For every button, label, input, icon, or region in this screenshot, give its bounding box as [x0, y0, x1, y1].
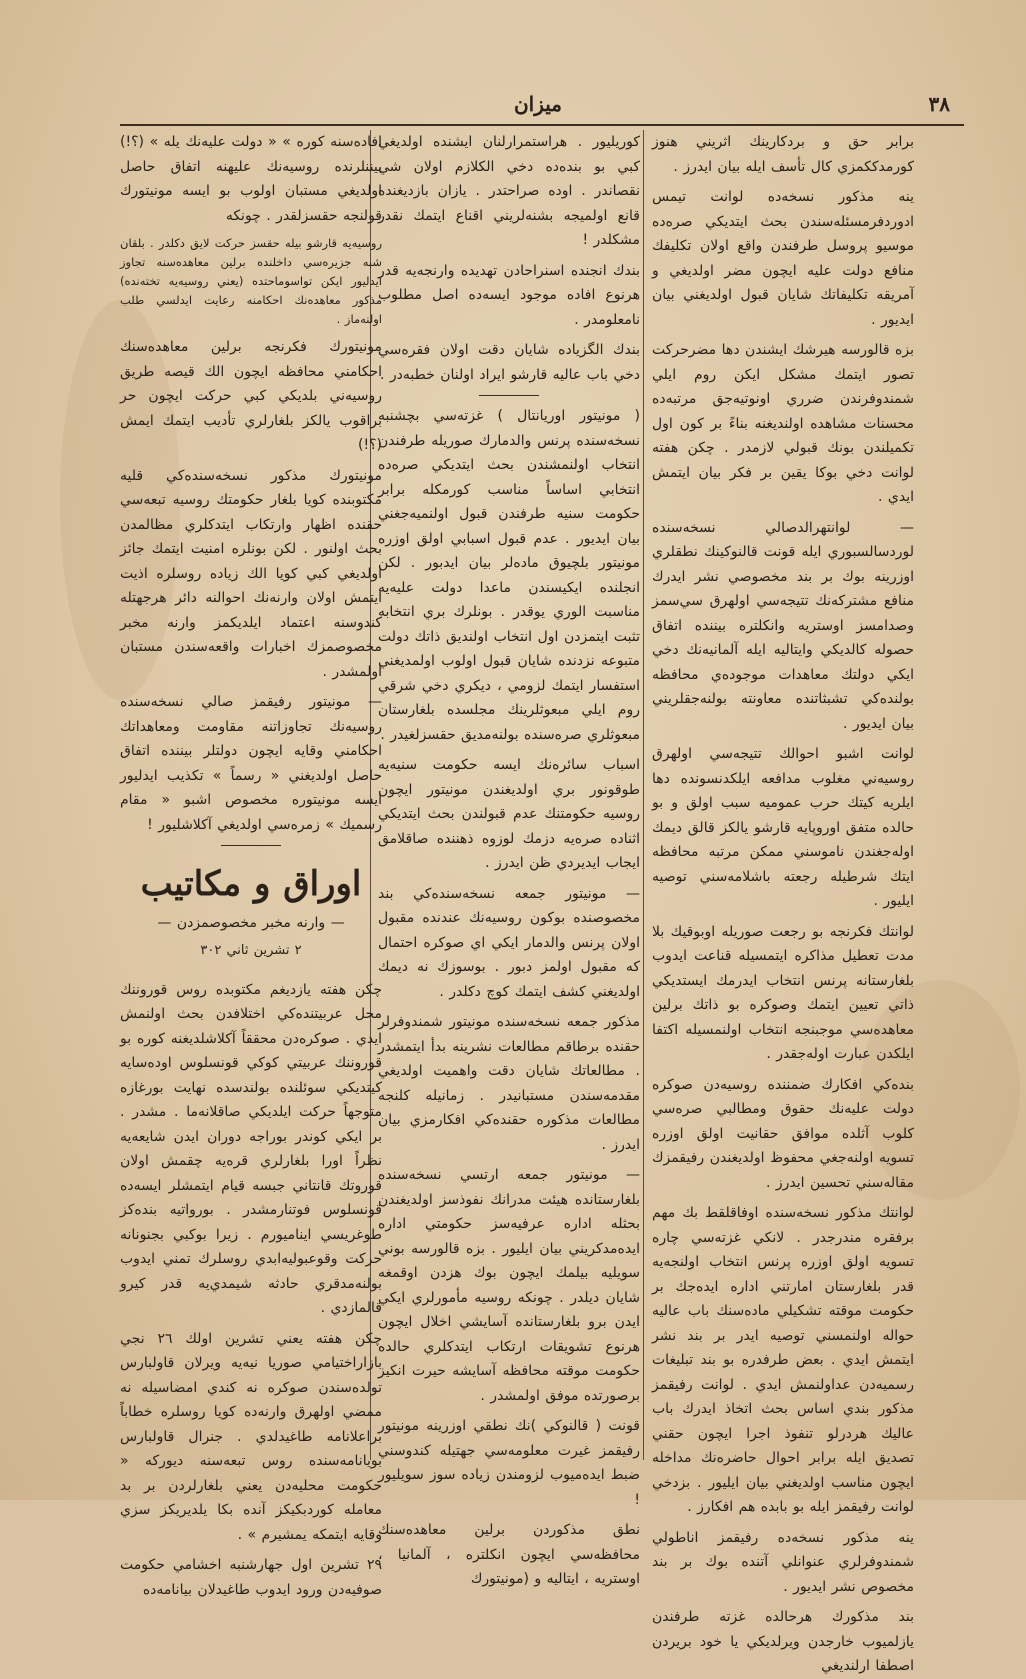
- paragraph: ( مونيتور اوريانتال ) غزته‌سي بچشنبه نسخه‌سنده پرنس والدمارك صوريله طرفندن انتخاب اولنمشندن بحث ايتديكي صره‌ده انتخابي اساساً مناسب كورمكله برابر حكومت سنيه طرفندن قبول اولنميه‌جغني بيان ايديور . عدم قبول اسبابي اولق اوزره مونيتور بلچيوق ماده‌لر بيان ايدبور . لكن انجلنده ايكيسندن ماعدا دولت عليه‌يه مناسبت الوري يوقدر . بونلرك بري انتخابه تثبت ايتمزدن اول انتخاب اولنديق ذاتك دولت متبوعه نزدنده شايان قبول اولوب اولمديغني استفسار ايتمك لزومي ، ديكري دخي شرقي روم ايلي مبعوثلرينك مجلسده بلغارستان مبعوثلري صره‌سنده بولنه‌مديق حقسزلغيدر .: [378, 408, 640, 743]
- paragraph: مذكور جمعه نسخه‌سنده مونيتور شمندوفرلر حقنده برطاقم مطالعات نشرينه بدأ ايتمشدر . مطالعاتك شايان دقت واهميت اولديغي مقدمه‌سندن مستبانيدر . زمانيله كلنجه مطالعات مذكوره حقنده‌كي افكارمزي بيان ايدرز .: [378, 1014, 640, 1153]
- paragraph: چكن هفته يعني تشرين اولك ٢٦ نجي بازاراختيامي صوريا نيه‌يه ويرلان قاولبارس تولده‌سندن صوكره نه كندي امضاسيله نه ممضي اولهرق وارنه‌ده كويا روسلره خطاباً براعلانامه طاغيدلدي . جنرال قاولبارس بويانامه‌سنده روس تبعه‌سنه ديوركه « حكومت محليه‌دن يعني بلغارلردن بر بد معامله كوردبكيكز آنده بكا يلديريكز سزي وقايه ايتمكه يمشيرم » .: [120, 1330, 382, 1543]
- paragraph: بندك الگزياده شايان دقت اولان فقره‌سي دخي باب عاليه قارشو ايراد اولنان خطبه‌در .: [378, 342, 640, 383]
- paragraph: — مونيتور جمعه نسخه‌سنده‌كي بند مخصوصنده بوكون روسيه‌نك عندنده مقبول اولان پرنس والدمار ايكي اي صوكره احتمال كه مقبول اولمز دبور . بوسوزك نه ديمك اولديغني كشف ايتمك كوچ دكلدر .: [378, 885, 640, 1000]
- paragraph: ينه مذكور نسخه‌ده رفيقمز اناطولي شمندوفرلري عنوانلي آتنده بوك بر بند مخصوص نشر ايديور .: [652, 1529, 914, 1595]
- section-date: ٢ تشرين ثاني ٣٠٢: [200, 943, 302, 958]
- column-middle: [378, 130, 640, 1587]
- paragraph: چكن هفته يازديغم مكتوبده روس قوروننك محل عربيتنده‌كي اختلافدن بحث اولنمش ايدي . صوكره‌دن محققاً آكلاشلديغنه كوره بو قوروننك عربيتي كوكي قونسلوس اوده‌سايه كيتديكي سوئلنده بولندسده نهايت بورغازه متوجهاً حركت ايلديكي صاقلانه‌ما . مشدر . بر ايكي كوندر بورا‌جه دوران ايدن شايعه‌يه نظراً اورا بلغارلري قره‌يه چقمش اولان قوروتك قانتاني جبسه قيام ايتمشلر ايسه‌ده قونسلوس فوتنارمشدر . بورواتيه بنده‌كز طوغريسي ايناميورم . زيرا بوكبي بجنونانه حركت وقوعبوليه‌ابدي روسلرك تمني ايدوب بولنه‌مدقري حادثه شيمدي‌يه قدر كيرو قالمازدي .: [120, 981, 382, 1316]
- section-heading: اوراق و مكاتيب: [140, 864, 362, 904]
- note-paragraph: روسيه‌يه قارشو بيله حقسز حركت لايق دكلدر . بلقان شبه جزيره‌سي داخلنده برلين معاهده‌سنه تجاوز ايدليور ايكن تواسوماحتده (يعني روسيه‌يه تخته‌نده) مذكور معاهده‌نك احكامنه رعايت ايدلسي طلب اولنه‌ماز .: [120, 236, 382, 326]
- paragraph: بند مذكورك هرحالده غزته طرفندن يازلميوب خارجدن ويرلديكي يا خود بريردن اصطفا ارلنديغي: [652, 1609, 914, 1674]
- section-heading-block: [120, 864, 382, 964]
- paragraph: اسباب سائره‌نك ايسه حكومت سنيه‌يه طوقونور بري اولديغندن مونيتور ايچون روسيه حكومتنك عدم قبولندن بحث ايتديكي اثناده صره‌يه دزمك لوزوه ذهننده صاقلامق ايجاب ايديردي ظن ايدرز .: [378, 757, 640, 871]
- separator-rule: [479, 395, 539, 396]
- column-left: [120, 130, 382, 1598]
- paragraph: لوانت اشبو احوالك تتيجه‌سي اولهرق روسيه‌ني مغلوب مدافعه ايلكدنسونده دها ايلريه كيتك حرب عموميه سبب اولق و بو حالده متفق اوروپايه قارشو يالكز قالق ديمك اوله‌جغندن ناموسني ممكن مرتبه محافظه ايتك شرطيله رجعته باشلامه‌سني توصيه ايليور .: [652, 746, 914, 909]
- paragraph: افاده‌سنه كوره » « دولت عليه‌نك يله » (؟!) بيننلرنده روسيه‌نك عليهنه اتفاق حاصل اولديغي مستبان اولوب بو ايسه مونيتورك قولنجه حقسزلقدر . چونكه: [120, 134, 382, 224]
- page-number: ٣٨: [928, 92, 950, 116]
- newspaper-title: ميزان: [513, 92, 563, 116]
- paragraph: ٢٩ تشرين اول جهارشنبه اخشامي حكومت صوفيه‌دن ورود ايدوب طاغيدلان بيانامه‌ده: [120, 1557, 382, 1598]
- paragraph: لوانتك فكرنجه بو رجعت صوريله اوبوقيك بلا مدت تعطيل مذاكره ايتمسيله قناعت ايدوب بلغارستانه پرنس انتخاب ايدرمك ايستديكي ذاتي تعيين ايتمك وصوكره بو ذاتك برلين معاهده‌سي موجبنجه انتخاب اولنمسيله اكتفا ايلكدن عبارت اوله‌جقدر .: [652, 923, 914, 1062]
- paragraph: كوريليور . هراستمرارلنان ايشنده اولديغي كبي بو بنده‌ده دخي الكلازم اولان شي نقصاندر . اوده صراحتدر . يازان بازديغنده قانع اولميجه بشنه‌لريني اقناع ايتمك نقدر مشكلدر !: [378, 134, 640, 248]
- section-subheading: — وارنه مخبر مخصوصمزدن —: [157, 914, 345, 931]
- paragraph: ينه مذكور نسخه‌ده لوانت تيمس ادوردفرمسئله‌سندن بحث ايتديكي صره‌ده موسيو پروسل طرفندن واقع اولان تكليفك منافع دولت عليه ايچون مضر اولديغي و آمريقه تكليفاتك شايان قبول اولديغني بيان ايديور .: [652, 189, 914, 328]
- page-header: [120, 92, 956, 122]
- paragraph: بنده‌كي افكارك ضمننده روسيه‌دن صوكره دولت عليه‌نك حقوق ومطالبي صره‌سي كلوب آثلده موافق حقانيت اولق اوزره تسويه اولنه‌جغي محفوظ اولديغندن رفيقمزك مقاله‌سني تحسين ايدرز .: [652, 1076, 914, 1191]
- separator-rule: [221, 845, 281, 846]
- paragraph: مونيتورك مذكور نسخه‌سنده‌كي قليه مكتوبنده كويا بلغار حكومتك روسيه تبعه‌سي حقنده اظهار وارتكاب ايتدكلري مظالمدن بحث اولنور . لكن بونلره امنيت ايتمك جائز اولديغي كبي كويا الك زياده روسلره اذيت ايتمش اولان وارنه‌نك احوالنه دائر هرجهتله كندوسنه اعتماد ايلديكمز وارنه مخبر مخصوصمزك اخبارات واقعه‌سندن مستبان اولمشدر .: [120, 467, 382, 680]
- paragraph: برابر حق و بردكارينك اثريني هنوز كورمدككمزي كال تأسف ايله بيان ايدرز .: [652, 134, 914, 175]
- paragraph: نطق مذكوردن برلين معاهده‌سنك محافظه‌سي ايچون انكلتره‌ ، آلمانيا ، اوستريه‌ ، ايتاليه و (مونيتورك: [378, 1522, 640, 1587]
- paragraph: بندك انجنده اسنراحادن تهديده وارنجه‌يه قدر هرنوع افاده موجود ايسه‌ده اصل مطلوب نامعلومدر .: [378, 262, 640, 328]
- paragraph: لوانتك مذكور نسخه‌سنده اوفاقلقط بك مهم برفقره مندرجدر . لانكي غزته‌سي چاره‌ تسويه اولق اوزره پرنس انتخاب اولنجه‌يه قدر بلغارستان امارتني اداره ايده‌جك بر حكومت موقته تشكيلي ماده‌سنك باب عاليه حواله اولنمسني توصيه ايدر بر بند نشر ايتمش ايدي . بعض طرفدره بو بند تبليغات رسميه‌دن عداولنمش ايدي . لوانت رفيقمز مذكور بندي اساس بحث اتخاذ ايدرك باب عاليك هردرلو تنفوذ اجرا ايچون حقني تصديق ايله برابر احوال حاضره‌نك مداخله ايچون مناسب اولديغني بيان ايليور . بزدخي لوانت رفيقمز ايله بو بابده هم افكارز .: [652, 1205, 914, 1515]
- paragraph: — لوانتهرالدصالي نسخه‌سنده لوردسالسبوري ايله قونت قالنوكينك نطقلري اوزرينه بوك بر بند مخصوصي نشر ايدرك منافع مشتركه‌نك تتيجه‌سي اولهرق سي‌سمز وصدامسز اوستريه وانكلتره بيننده اتفاق حصوله كالديكي وايتاليه ايله آلمانيه‌نك دخي ايكي دولتك معاهدات موجوده‌ي محافظه بولنده‌كي تشبثاتنده معاونته بولنه‌جقلريني بيان ايديور .: [652, 519, 914, 732]
- paragraph: — مونيتور جمعه ارتسي نسخه‌سنده بلغارستانده هيئت مدرانك نفوذسز اولديغندن بحثله اداره عرفيه‌سز حكومتي اداره ايده‌مدكريني بيان ايليور . بزه قالورسه بوني سويليه‌ بيلمك ايچون بوك هزدن اوقمغه شايان ديلدر . چونكه روسيه مأمورلري ايكي ايدن برو بلغارستانده آسايشي اخلال ايچون هرنوع تشويقات ارتكاب ايتدكلري حالده حكومت موقته محافظه آسايشه حيرت انكيز برصورتده موفق اولمشدر .: [378, 1167, 640, 1404]
- paragraph: قونت ( قالنوكي )نك نطقي اوزرينه مونيتور رفيقمز غيرت معلومه‌سي جهتيله كندوسني ضبط ايده‌ميوب لزومندن زياده سوز سويليور !: [378, 1418, 640, 1508]
- paragraph: بزه قالورسه هيرشك ايشندن دها مضرحركت تصور ايتمك مشكل ايكن روم ايلي شمندوفرندن ضرري اونوتيه‌جق مرتبه‌ده محسنات مشاهده اولنديغنه بناءً بر كون اول تكميلندن بونك قبولي لازمدر . چكن هفته لوانت دخي بوكا يقين بر فكر بيان ايتمش ايدي .: [652, 342, 914, 505]
- column-right: [652, 130, 914, 1674]
- paragraph: — مونيتور رفيقمز صالي نسخه‌سنده روسيه‌نك تجاوزاتنه مقاومت ومعاهداتك احكامني وقايه ايچون دولتلر بيننده اتفاق حاصل اولديغني « رسماً » تكذيب ايدليور ايسه مونيتوره مخصوص اشبو « مقام رسميك » زمره‌سي اولديغي آكلاشليور !: [120, 694, 382, 833]
- paragraph: مونيتورك فكرنجه برلين معاهده‌سنك احكامني محافظه ايچون الك قيصه طريق روسيه‌ني بلديكي كبي حركت ايچون حر براقوب يالكز بلغارلري تأديب ايتمك ايمش (؟!): [120, 339, 382, 453]
- header-rule: [120, 124, 964, 126]
- column-divider: [643, 130, 644, 1460]
